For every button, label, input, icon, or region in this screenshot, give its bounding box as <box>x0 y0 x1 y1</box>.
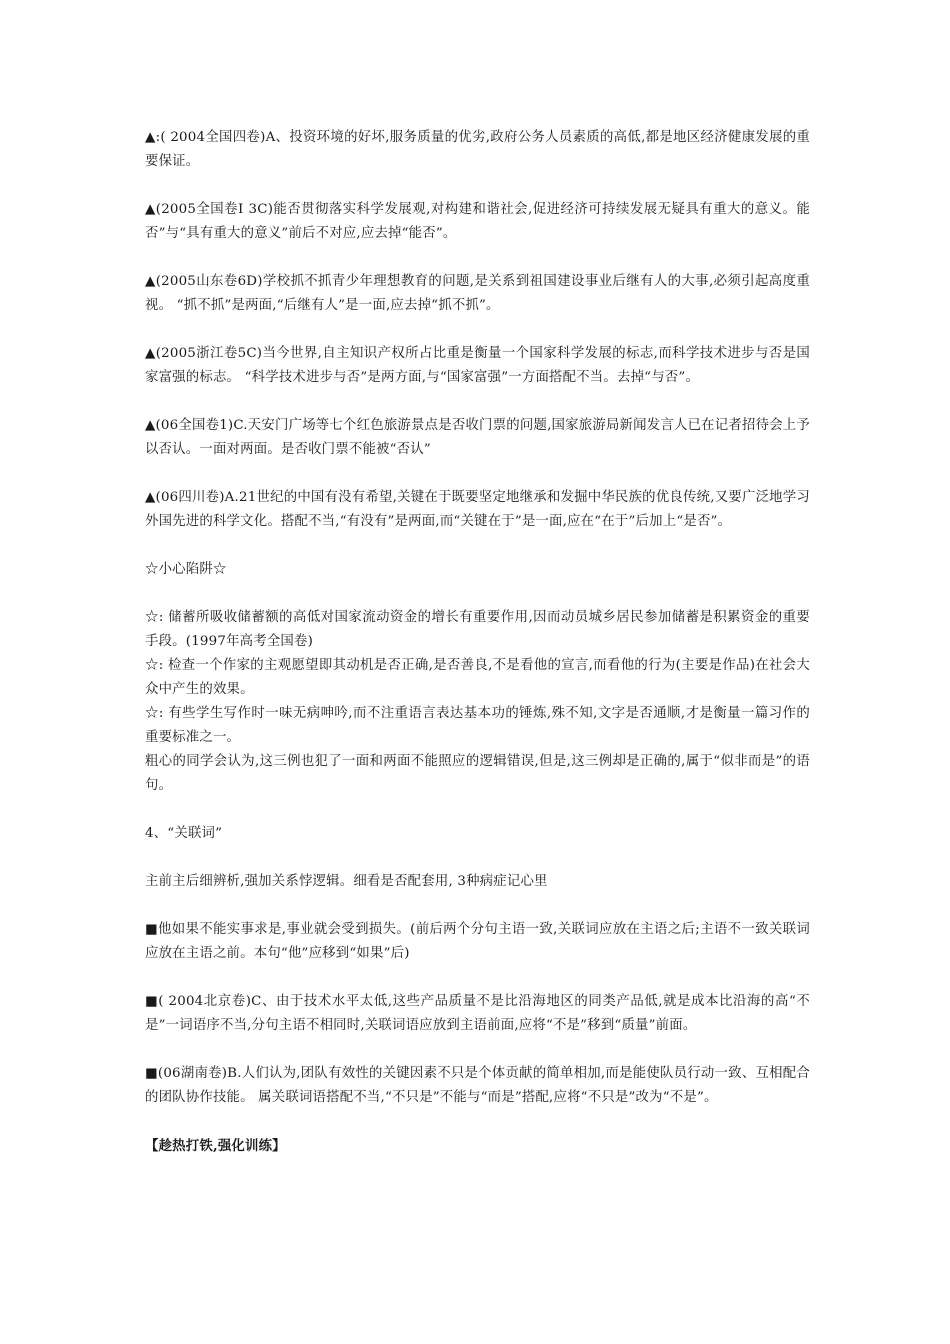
mnemonic-line: 主前主后细辨析,强加关系悖逻辑。细看是否配套用, 3种病症记心里 <box>145 874 548 889</box>
section-heading-conjunctions: 4、“关联词” <box>145 826 223 841</box>
trap-example-1: ☆: 储蓄所吸收储蓄额的高低对国家流动资金的增长有重要作用,因而动员城乡居民参加储蓄是积累资金的重要手段。(1997年高考全国卷) <box>145 610 810 649</box>
paragraph-2005-zhejiang: ▲(2005浙江卷5C)当今世界,自主知识产权所占比重是衡量一个国家科学发展的标志,而科学技术进步与否是国家富强的标志。 “科学技术进步与否”是两方面,与“国家富强”一方面搭配不当。去掉“与否”。 <box>145 346 810 385</box>
paragraph-2004-quanguo4: ▲:( 2004全国四卷)A、投资环境的好坏,服务质量的优劣,政府公务人员素质的高低,都是地区经济健康发展的重要保证。 <box>145 130 810 169</box>
trap-explanation: 粗心的同学会认为,这三例也犯了一面和两面不能照应的逻辑错误,但是,这三例却是正确的,属于“似非而是”的语句。 <box>145 754 810 793</box>
section-heading-practice: 【趁热打铁,强化训练】 <box>145 1138 286 1154</box>
paragraph-2005-quanguo1: ▲(2005全国卷Ⅰ 3C)能否贯彻落实科学发展观,对构建和谐社会,促进经济可持续发展无疑具有重大的意义。能否”与“具有重大的意义”前后不对应,应去掉“能否”。 <box>145 202 810 241</box>
conjunction-example-1: ■他如果不能实事求是,事业就会受到损失。(前后两个分句主语一致,关联词应放在主语之后;主语不一致关联词应放在主语之前。本句“他”应移到“如果”后) <box>145 922 810 961</box>
trap-example-2: ☆: 检查一个作家的主观愿望即其动机是否正确,是否善良,不是看他的宣言,而看他的行为(主要是作品)在社会大众中产生的效果。 <box>145 658 810 697</box>
trap-example-3: ☆: 有些学生写作时一味无病呻吟,而不注重语言表达基本功的锤炼,殊不知,文字是否通顺,才是衡量一篇习作的重要标准之一。 <box>145 706 810 745</box>
conjunction-example-2004-beijing: ■( 2004北京卷)C、由于技术水平太低,这些产品质量不是比沿海地区的同类产品低,就是成本比沿海的高“不是”一词语序不当,分句主语不相同时,关联词语应放到主语前面,应将“不是”移到“质量”前面。 <box>145 994 810 1033</box>
document-body <box>145 126 810 1158</box>
paragraph-06-quanguo1: ▲(06全国卷1)C.天安门广场等七个红色旅游景点是否收门票的问题,国家旅游局新闻发言人已在记者招待会上予以否认。一面对两面。是否收门票不能被“否认” <box>145 418 810 457</box>
section-heading-trap: ☆小心陷阱☆ <box>145 562 227 577</box>
conjunction-example-06-hunan: ■(06湖南卷)B.人们认为,团队有效性的关键因素不只是个体贡献的简单相加,而是能使队员行动一致、互相配合的团队协作技能。 属关联词语搭配不当,“不只是”不能与“而是”搭配,应将“不只是”改为“不是”。 <box>145 1066 810 1105</box>
paragraph-2005-shandong: ▲(2005山东卷6D)学校抓不抓青少年理想教育的问题,是关系到祖国建设事业后继有人的大事,必须引起高度重视。 “抓不抓”是两面,“后继有人”是一面,应去掉“抓不抓”。 <box>145 274 810 313</box>
paragraph-06-sichuan: ▲(06四川卷)A.21世纪的中国有没有希望,关键在于既要坚定地继承和发掘中华民族的优良传统,又要广泛地学习外国先进的科学文化。搭配不当,“有没有”是两面,而“关键在于”是一面,应在“在于”后加上“是否”。 <box>145 490 810 529</box>
